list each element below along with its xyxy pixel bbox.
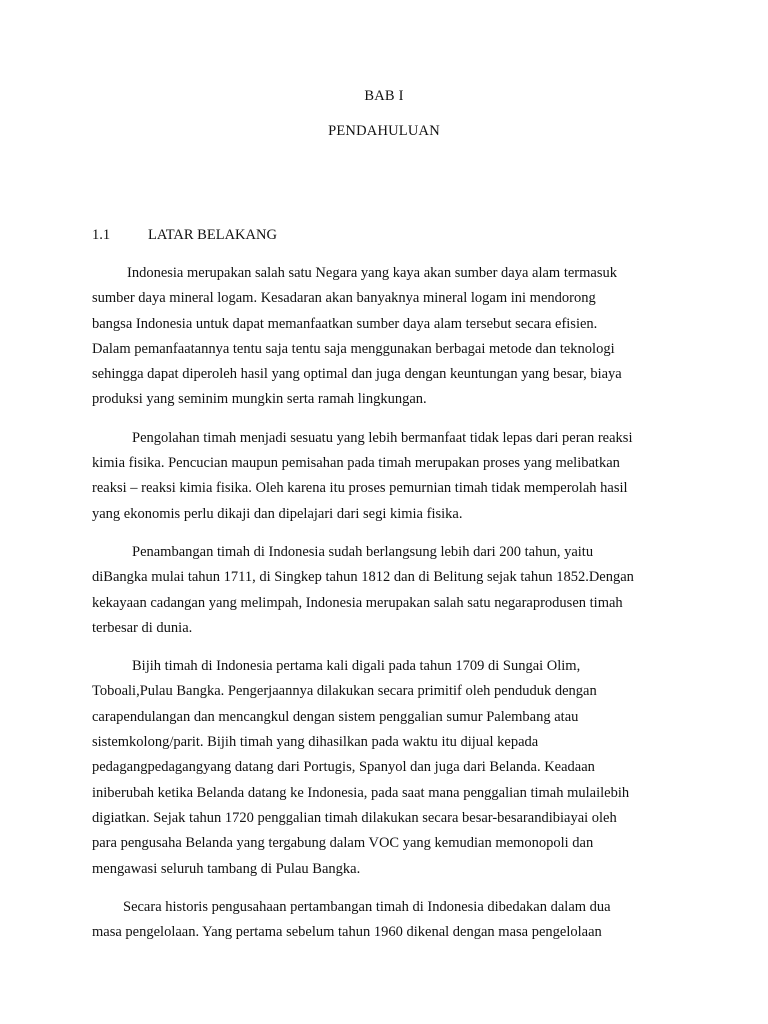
text-line: kimia fisika. Pencucian maupun pemisahan pada timah merupakan proses yang melibatkan bbox=[92, 455, 620, 472]
section-title: LATAR BELAKANG bbox=[148, 227, 277, 243]
text-line: carapendulangan dan mencangkul dengan sistem penggalian sumur Palembang atau bbox=[92, 708, 579, 725]
text-line: bangsa Indonesia untuk dapat memanfaatkan sumber daya alam tersebut secara efisien. bbox=[92, 315, 598, 332]
text-line: Toboali,Pulau Bangka. Pengerjaannya dilakukan secara primitif oleh penduduk dengan bbox=[92, 683, 597, 700]
paragraph bbox=[92, 895, 682, 946]
text-line: mengawasi seluruh tambang di Pulau Bangka. bbox=[92, 860, 361, 877]
text-line: produksi yang seminim mungkin serta ramah lingkungan. bbox=[92, 391, 427, 408]
chapter-title: PENDAHULUAN bbox=[328, 123, 440, 139]
text-line: sistemkolong/parit. Bijih timah yang dihasilkan pada waktu itu dijual kepada bbox=[92, 734, 539, 751]
text-line: yang ekonomis perlu dikaji dan dipelajari dari segi kimia fisika. bbox=[92, 505, 463, 522]
text-line: reaksi – reaksi kimia fisika. Oleh karena itu proses pemurnian timah tidak memperolah hasil bbox=[92, 480, 628, 497]
text-line: Secara historis pengusahaan pertambangan timah di Indonesia dibedakan dalam dua bbox=[123, 898, 611, 915]
paragraph bbox=[92, 540, 682, 641]
text-line: terbesar di dunia. bbox=[92, 619, 193, 636]
text-line: Bijih timah di Indonesia pertama kali digali pada tahun 1709 di Sungai Olim, bbox=[132, 658, 581, 675]
text-line: Indonesia merupakan salah satu Negara yang kaya akan sumber daya alam termasuk bbox=[127, 265, 617, 281]
text-line: masa pengelolaan. Yang pertama sebelum tahun 1960 dikenal dengan masa pengelolaan bbox=[92, 924, 602, 941]
paragraph bbox=[92, 654, 682, 882]
text-line: diBangka mulai tahun 1711, di Singkep tahun 1812 dan di Belitung sejak tahun 1852.Dengan bbox=[92, 569, 634, 586]
text-line: digiatkan. Sejak tahun 1720 penggalian timah dilakukan secara besar-besarandibiayai oleh bbox=[92, 809, 617, 826]
text-line: iniberubah ketika Belanda datang ke Indonesia, pada saat mana penggalian timah mulailebih bbox=[92, 784, 630, 801]
text-line: Dalam pemanfaatannya tentu saja tentu saja menggunakan berbagai metode dan teknologi bbox=[92, 340, 615, 357]
chapter-heading: BAB I bbox=[364, 88, 404, 104]
text-line: Pengolahan timah menjadi sesuatu yang lebih bermanfaat tidak lepas dari peran reaksi bbox=[132, 429, 633, 446]
text-line: sumber daya mineral logam. Kesadaran akan banyaknya mineral logam ini mendorong bbox=[92, 290, 596, 307]
text-line: sehingga dapat diperoleh hasil yang optimal dan juga dengan keuntungan yang besar, biaya bbox=[92, 366, 622, 383]
text-line: kekayaan cadangan yang melimpah, Indonesia merupakan salah satu negaraprodusen timah bbox=[92, 594, 623, 611]
paragraph bbox=[92, 426, 682, 527]
text-line: pedagangpedagangyang datang dari Portugis, Spanyol dan juga dari Belanda. Keadaan bbox=[92, 759, 595, 776]
section-number: 1.1 bbox=[92, 227, 111, 243]
body-text bbox=[92, 261, 682, 958]
paragraph bbox=[92, 261, 682, 413]
text-line: para pengusaha Belanda yang tergabung dalam VOC yang kemudian memonopoli dan bbox=[92, 835, 594, 852]
text-line: Penambangan timah di Indonesia sudah berlangsung lebih dari 200 tahun, yaitu bbox=[132, 543, 594, 560]
section-heading bbox=[92, 227, 277, 244]
